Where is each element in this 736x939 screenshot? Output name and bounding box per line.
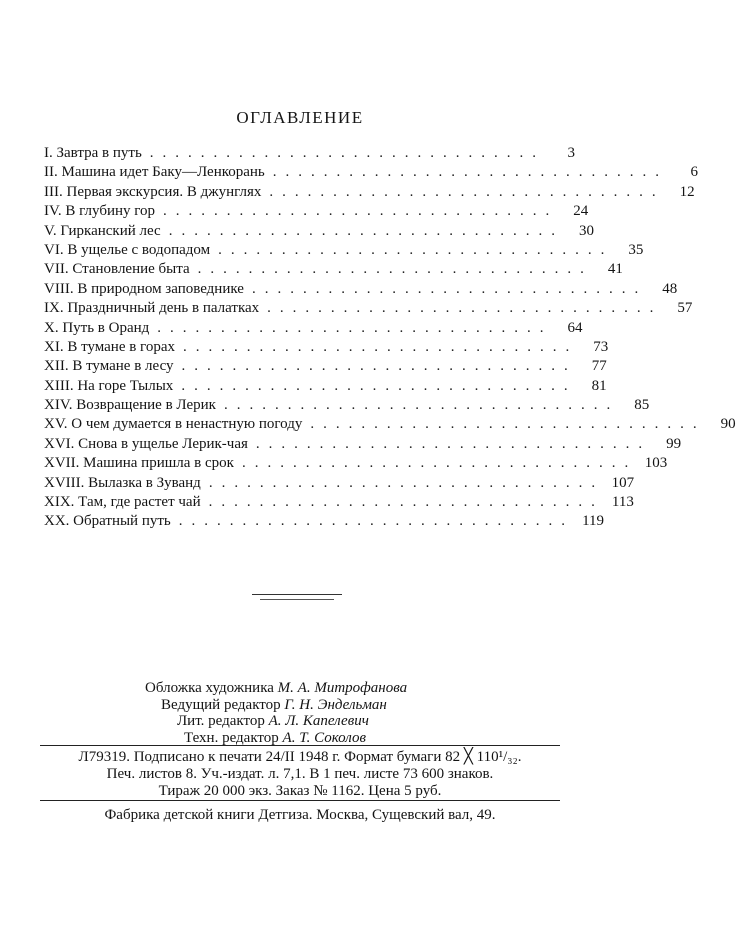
toc-entry-page: 64	[567, 319, 583, 336]
toc-entry-title: VIII. В природном заповеднике	[44, 280, 244, 297]
toc-entry-title: XVII. Машина пришла в срок	[44, 455, 234, 472]
imprint-line-3: Тираж 20 000 экз. Заказ № 1162. Цена 5 руб.	[158, 783, 442, 799]
toc-entry-title: XI. В тумане в горах	[44, 338, 175, 355]
credit-tech-editor	[0, 730, 600, 747]
credit-lit-editor	[0, 713, 600, 730]
toc-entry-title: VI. В ущелье с водопадом	[44, 241, 211, 258]
toc-entry-title: X. Путь в Оранд	[44, 319, 150, 336]
credit-lit-editor-label: Лит. редактор	[177, 713, 265, 729]
toc-entry-page: 85	[634, 397, 650, 414]
credit-tech-editor-label: Техн. редактор	[184, 729, 279, 746]
toc-entry-title: XX. Обратный путь	[44, 513, 171, 530]
toc-dot-leader: ...............................	[272, 164, 669, 181]
toc-entry-page: 57	[677, 300, 693, 317]
toc-entry	[44, 357, 607, 376]
factory-line: Фабрика детской книги Детгиза. Москва, Сущевский вал, 49.	[104, 807, 496, 823]
toc-entry-page: 41	[607, 261, 623, 278]
toc-entry-title: XIII. На горе Тылых	[44, 377, 174, 394]
toc-entry-title: III. Первая экскурсия. В джунглях	[44, 183, 262, 200]
toc-entry-page: 6	[690, 164, 699, 181]
toc-entry-page: 113	[611, 494, 634, 511]
toc-dot-leader: ...............................	[251, 280, 648, 297]
toc-dot-leader: ...............................	[267, 300, 663, 317]
credit-cover	[0, 680, 600, 697]
toc-dot-leader: ...............................	[183, 338, 579, 355]
credit-lead-editor-name: Г. Н. Эндельман	[284, 696, 387, 713]
toc-entry-page: 30	[578, 222, 594, 239]
toc-entry-page: 107	[611, 474, 635, 491]
toc-dot-leader: ...............................	[218, 241, 614, 258]
rule-bottom	[40, 800, 560, 801]
credits-block	[0, 680, 600, 746]
toc-entry-title: IV. В глубину гор	[44, 203, 156, 220]
toc-entry-page: 3	[567, 145, 576, 161]
rule-top	[40, 745, 560, 746]
toc-entry-title: I. Завтра в путь	[44, 145, 142, 161]
toc-entry	[44, 319, 583, 338]
toc-entry	[44, 260, 623, 279]
toc-entry-page: 35	[628, 241, 644, 258]
credit-lead-editor-label: Ведущий редактор	[161, 696, 281, 713]
toc-dot-leader: ...............................	[163, 203, 559, 220]
toc-entry-page: 81	[591, 377, 607, 394]
credit-cover-name: М. А. Митрофанова	[277, 680, 408, 696]
toc-dot-leader: ...............................	[178, 513, 575, 530]
toc-dot-leader: ...............................	[181, 358, 577, 375]
toc-entry	[44, 144, 576, 163]
toc-entry-page: 119	[582, 513, 605, 530]
toc-entry	[44, 377, 607, 396]
toc-dot-leader: ...............................	[223, 397, 620, 414]
toc-entry-page: 103	[644, 455, 668, 472]
toc-entry	[44, 241, 644, 260]
credit-lead-editor	[0, 697, 600, 714]
toc-entry-title: V. Гирканский лес	[44, 222, 161, 239]
toc-entry-page: 48	[662, 280, 678, 297]
toc-entry-title: XV. О чем думается в ненастную погоду	[44, 416, 303, 433]
imprint-line-2: Печ. листов 8. Уч.-издат. л. 7,1. В 1 печ. листе 73 600 знаков.	[106, 766, 494, 782]
toc-dot-leader: ...............................	[310, 416, 706, 433]
toc-entry-title: XVIII. Вылазка в Зуванд	[44, 474, 201, 491]
toc-entry	[44, 163, 699, 182]
toc-entry-title: XVI. Снова в ущелье Лерик-чая	[44, 435, 248, 452]
toc-entry-page: 90	[720, 416, 736, 433]
toc-entry-page: 12	[679, 183, 695, 200]
toc-entry-title: XIX. Там, где растет чай	[44, 494, 201, 511]
toc-entry	[44, 202, 589, 221]
toc-entry	[44, 222, 594, 241]
section-divider-lower	[260, 599, 334, 600]
imprint-block	[40, 749, 560, 800]
toc-entry-page: 99	[666, 435, 682, 452]
toc-entry-page: 24	[573, 203, 589, 220]
toc-dot-leader: ...............................	[168, 222, 564, 239]
toc-dot-leader: ...............................	[241, 455, 638, 472]
toc-entry-title: XIV. Возвращение в Лерик	[44, 397, 216, 414]
toc-entry	[44, 474, 635, 493]
section-divider	[252, 594, 342, 595]
toc-dot-leader: ...............................	[149, 145, 546, 161]
toc-dot-leader: ...............................	[181, 377, 577, 394]
toc-entry	[44, 338, 609, 357]
toc-entry-page: 77	[591, 358, 607, 375]
toc-entry	[44, 396, 650, 415]
toc-entry	[44, 299, 693, 318]
toc-entry	[44, 415, 736, 434]
toc-entry	[44, 512, 605, 531]
toc-title: ОГЛАВЛЕНИЕ	[236, 108, 364, 127]
toc-entry-title: VII. Становление быта	[44, 261, 190, 278]
toc-dot-leader: ...............................	[269, 183, 665, 200]
toc-entry	[44, 183, 695, 202]
toc-entry-title: II. Машина идет Баку—Ленкорань	[44, 164, 265, 181]
toc-entry-title: IX. Праздничный день в палатках	[44, 300, 260, 317]
imprint-line-1: Л79319. Подписано к печати 24/II 1948 г. Формат бумаги 82 ╳ 110¹/₃₂.	[78, 749, 522, 765]
toc-dot-leader: ...............................	[208, 474, 605, 491]
table-of-contents	[44, 144, 736, 532]
toc-entry	[44, 435, 682, 454]
toc-entry	[44, 454, 668, 473]
toc-dot-leader: ...............................	[197, 261, 593, 278]
toc-entry-title: XII. В тумане в лесу	[44, 358, 174, 375]
toc-dot-leader: ...............................	[255, 435, 652, 452]
toc-entry	[44, 280, 678, 299]
toc-entry-page: 73	[593, 338, 609, 355]
credit-tech-editor-name: А. Т. Соколов	[282, 729, 367, 746]
credit-lit-editor-name: А. Л. Капелевич	[268, 713, 369, 729]
toc-dot-leader: ...............................	[157, 319, 553, 336]
credit-cover-label: Обложка художника	[145, 680, 274, 696]
toc-entry	[44, 493, 634, 512]
toc-dot-leader: ...............................	[208, 494, 604, 511]
